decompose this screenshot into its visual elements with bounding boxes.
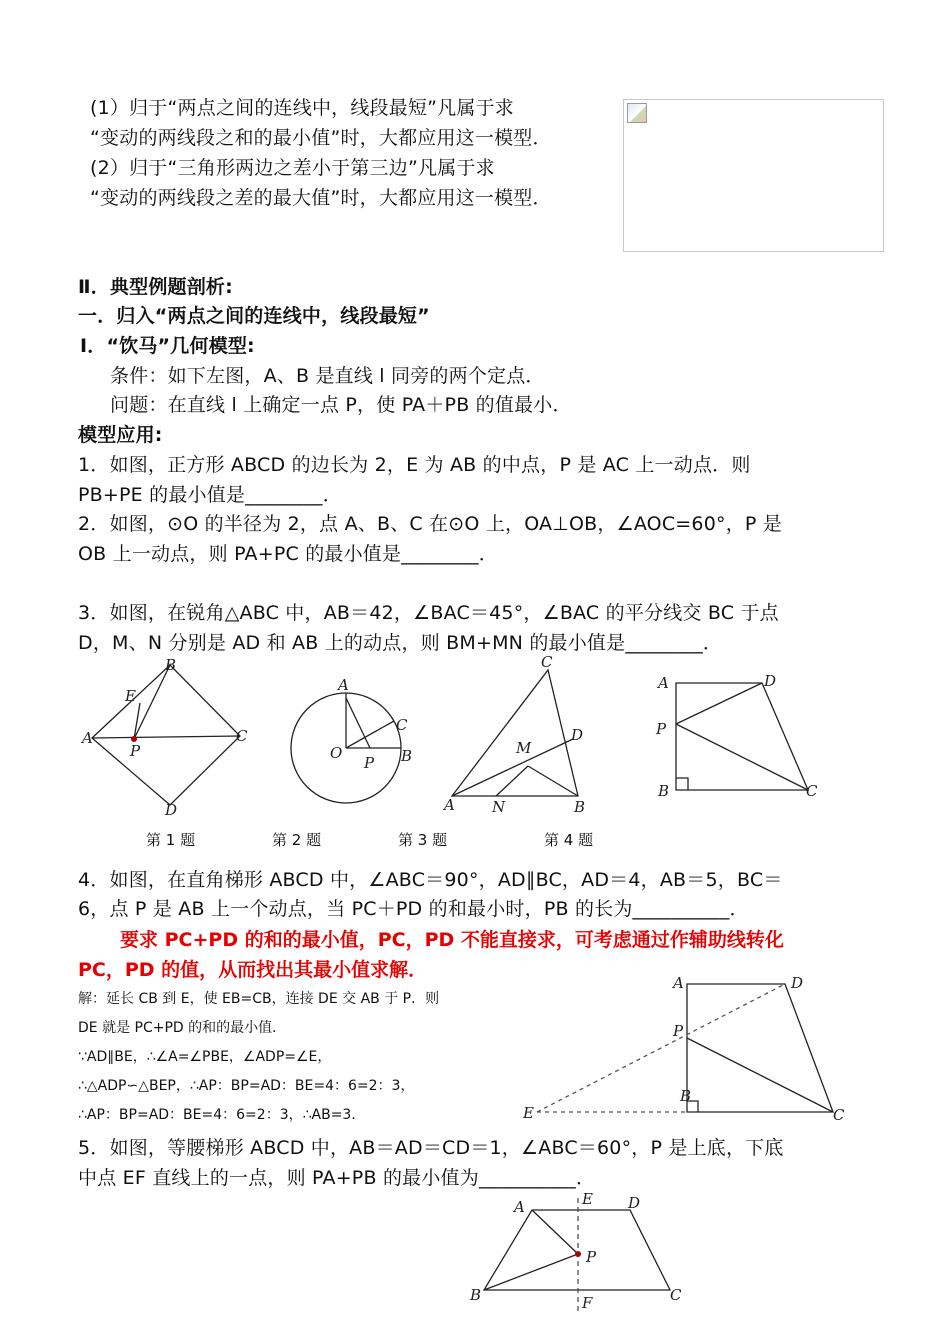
caption-figure-4: 第 4 题 bbox=[544, 831, 594, 849]
fig1-label-b: B bbox=[165, 656, 177, 674]
fig6-label-p: P bbox=[586, 1248, 597, 1266]
fig6-label-f: F bbox=[582, 1294, 593, 1312]
fig6-label-b: B bbox=[470, 1286, 482, 1304]
figure-4-trapezoid bbox=[650, 668, 830, 808]
fig5-label-a: A bbox=[673, 974, 684, 992]
figure-1-square bbox=[80, 655, 260, 820]
fig5-label-b: B bbox=[680, 1087, 692, 1105]
fig3-label-b: B bbox=[574, 798, 586, 816]
fig6-label-e: E bbox=[582, 1190, 593, 1208]
fig1-label-e: E bbox=[125, 687, 136, 705]
caption-figure-2: 第 2 题 bbox=[272, 831, 322, 849]
fig3-label-n: N bbox=[492, 798, 506, 816]
problem-5-line-1: 5．如图，等腰梯形 ABCD 中，AB＝AD＝CD＝1，∠ABC＝60°，P 是上底，下底 bbox=[78, 1137, 784, 1159]
fig1-label-a: A bbox=[82, 729, 93, 747]
fig1-label-p: P bbox=[130, 742, 141, 760]
model-question: 问题：在直线 l 上确定一点 P，使 PA＋PB 的值最小． bbox=[110, 394, 572, 416]
fig3-label-c: C bbox=[541, 653, 553, 671]
fig3-label-m: M bbox=[516, 739, 532, 757]
fig1-label-d: D bbox=[165, 801, 178, 819]
fig5-label-d: D bbox=[791, 974, 804, 992]
problem-3-line-2: D，M、N 分别是 AD 和 AB 上的动点，则 BM+MN 的最小值是________． bbox=[78, 632, 723, 654]
problem-3-line-1: 3．如图，在锐角△ABC 中，AB＝42，∠BAC＝45°，∠BAC 的平分线交 BC 于点 bbox=[78, 602, 779, 624]
intro-line-1: (1）归于“两点之间的连线中，线段最短”凡属于求 bbox=[90, 97, 514, 119]
fig2-label-c: C bbox=[396, 716, 408, 734]
figure-5-trapezoid-extended bbox=[515, 968, 855, 1128]
intro-line-3: (2）归于“三角形两边之差小于第三边”凡属于求 bbox=[90, 157, 495, 179]
intro-line-2: “变动的两线段之和的最小值”时，大都应用这一模型． bbox=[90, 127, 552, 149]
fig6-label-c: C bbox=[670, 1286, 682, 1304]
fig4-label-d: D bbox=[764, 672, 777, 690]
problem-1-line-2: PB+PE 的最小值是________． bbox=[78, 484, 342, 506]
solution-line-5: ∴AP：BP=AD：BE=4：6=2：3，∴AB=3． bbox=[78, 1107, 366, 1123]
problem-2-line-1: 2．如图，⊙O 的半径为 2，点 A、B、C 在⊙O 上，OA⊥OB，∠AOC=60°，P 是 bbox=[78, 513, 782, 535]
section-subtitle: 一．归入“两点之间的连线中，线段最短” bbox=[78, 305, 430, 327]
solution-line-2: DE 就是 PC+PD 的和的最小值． bbox=[78, 1020, 287, 1036]
model-title: Ⅰ．“饮马”几何模型: bbox=[80, 335, 255, 357]
problem-1-line-1: 1．如图，正方形 ABCD 的边长为 2，E 为 AB 的中点，P 是 AC 上一动点．则 bbox=[78, 454, 751, 476]
section-title: Ⅱ．典型例题剖析: bbox=[78, 276, 233, 298]
problem-4-line-2: 6，点 P 是 AB 上一个动点，当 PC＋PD 的和最小时，PB 的长为__________． bbox=[78, 898, 749, 920]
figure-6-isosceles-trapezoid bbox=[462, 1190, 692, 1320]
fig1-label-c: C bbox=[236, 727, 248, 745]
fig3-label-d: D bbox=[571, 726, 584, 744]
fig6-label-d: D bbox=[628, 1194, 641, 1212]
fig6-label-a: A bbox=[514, 1198, 525, 1216]
hint-line-2: PC，PD 的值，从而找出其最小值求解． bbox=[78, 959, 428, 981]
fig5-label-e: E bbox=[523, 1104, 534, 1122]
fig3-label-a: A bbox=[444, 796, 455, 814]
solution-line-3: ∵AD∥BE，∴∠A=∠PBE，∠ADP=∠E， bbox=[78, 1049, 332, 1065]
image-placeholder bbox=[623, 99, 884, 252]
figure-2-circle bbox=[280, 668, 430, 818]
hint-line-1: 要求 PC+PD 的和的最小值，PC，PD 不能直接求，可考虑通过作辅助线转化 bbox=[120, 929, 784, 951]
solution-line-4: ∴△ADP∽△BEP，∴AP：BP=AD：BE=4：6=2：3， bbox=[78, 1078, 415, 1094]
fig5-label-p: P bbox=[673, 1022, 684, 1040]
fig2-label-o: O bbox=[330, 744, 343, 762]
model-condition: 条件：如下左图，A、B 是直线 l 同旁的两个定点． bbox=[110, 365, 545, 387]
solution-line-1: 解：延长 CB 到 E，使 EB=CB，连接 DE 交 AB 于 P．则 bbox=[78, 991, 440, 1007]
fig2-label-a: A bbox=[338, 676, 349, 694]
caption-figure-1: 第 1 题 bbox=[146, 831, 196, 849]
caption-figure-3: 第 3 题 bbox=[398, 831, 448, 849]
problem-2-line-2: OB 上一动点，则 PA+PC 的最小值是________． bbox=[78, 543, 498, 565]
fig4-label-b: B bbox=[658, 782, 670, 800]
fig4-label-p: P bbox=[656, 720, 667, 738]
application-title: 模型应用: bbox=[78, 424, 163, 446]
fig4-label-a: A bbox=[658, 674, 669, 692]
problem-5-line-2: 中点 EF 直线上的一点，则 PA+PB 的最小值为__________． bbox=[78, 1167, 596, 1189]
fig2-label-p: P bbox=[364, 754, 375, 772]
fig5-label-c: C bbox=[833, 1106, 845, 1124]
fig4-label-c: C bbox=[806, 782, 818, 800]
broken-image-icon bbox=[627, 103, 647, 123]
intro-line-4: “变动的两线段之差的最大值”时，大都应用这一模型． bbox=[90, 187, 552, 209]
figure-3-triangle bbox=[440, 652, 600, 822]
fig2-label-b: B bbox=[401, 747, 413, 765]
problem-4-line-1: 4．如图，在直角梯形 ABCD 中，∠ABC＝90°，AD∥BC，AD＝4，AB＝5，BC＝ bbox=[78, 869, 783, 891]
